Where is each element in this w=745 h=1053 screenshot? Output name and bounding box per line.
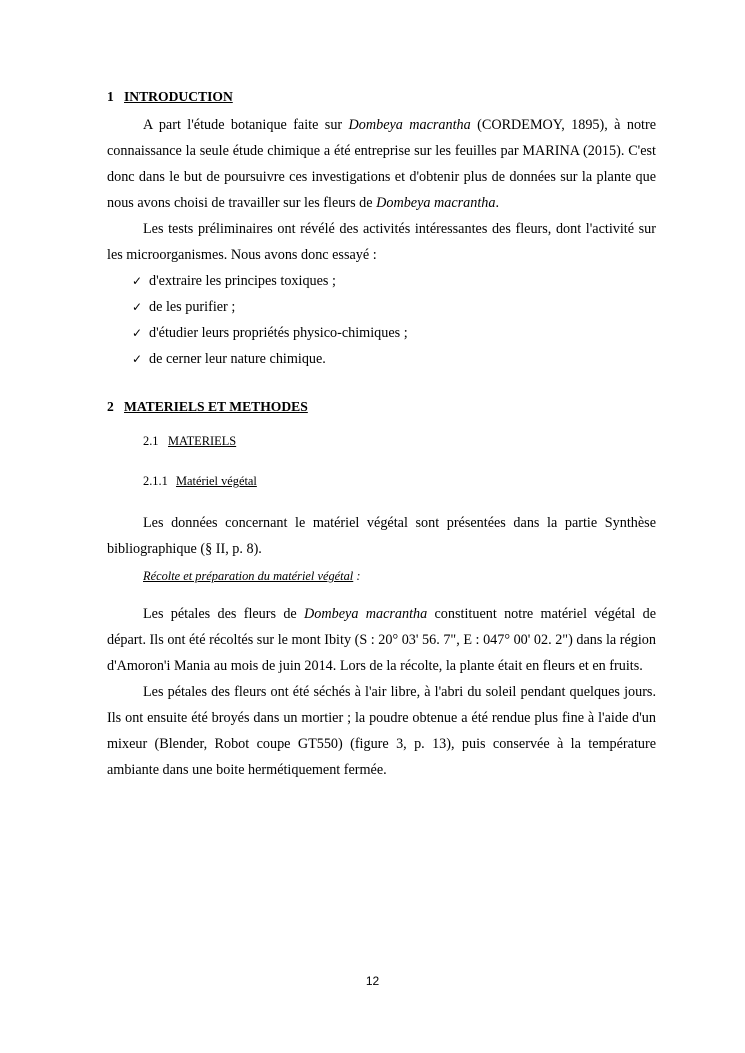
subsection-2-1-1-heading: [143, 469, 656, 493]
section-1-title: INTRODUCTION: [124, 89, 233, 104]
intro-p1-text-c: .: [495, 195, 500, 211]
intro-paragraph-2: Les tests préliminaires ont révélé des activités intéressantes des fleurs, dont l'activité sur les microorganismes. Nous avons donc essayé :: [107, 221, 656, 263]
checklist-item: [132, 294, 656, 320]
subsection-2-1-1-number: 2.1.1: [143, 474, 168, 488]
section-1-heading: [107, 86, 656, 108]
materiel-p2-species: Dombeya macrantha: [304, 606, 428, 622]
section-2-title: MATERIELS ET METHODES: [124, 399, 308, 414]
checklist-item-text: d'étudier leurs propriétés physico-chimiques ;: [149, 325, 408, 341]
intro-paragraph-1: [107, 112, 656, 216]
section-1-number: 1: [107, 89, 114, 104]
checklist-item: [132, 268, 656, 294]
subsection-2-1-heading: [143, 429, 656, 453]
intro-p1-text-a: A part l'étude botanique faite sur: [143, 117, 349, 133]
checkmark-icon: ✓: [132, 274, 143, 288]
page-number: 12: [365, 974, 380, 988]
checklist-item: [132, 346, 656, 372]
subsection-2-1-number: 2.1: [143, 434, 159, 448]
checklist-item-text: de cerner leur nature chimique.: [149, 351, 326, 367]
checkmark-icon: ✓: [132, 326, 143, 340]
page-content: [107, 86, 656, 783]
recolte-heading: [143, 564, 656, 588]
subsection-2-1-title: MATERIELS: [168, 434, 237, 448]
section-2-heading: [107, 396, 656, 418]
recolte-title: Récolte et préparation du matériel végétal: [143, 569, 354, 583]
materiel-paragraph-2: [107, 601, 656, 679]
subsection-2-1-1-title: Matériel végétal: [176, 474, 257, 488]
checklist-item-text: de les purifier ;: [149, 299, 236, 315]
checklist-item: [132, 320, 656, 346]
intro-p1-text-b: (CORDEMOY, 1895), à notre connaissance la seule étude chimique a été entreprise sur les feuilles par MARINA (2015). C'est donc dans le but de poursuivre ces investigations et d'obtenir plus de données sur la plante que nous avons choisi de travailler sur les fleurs de: [107, 117, 656, 211]
checkmark-icon: ✓: [132, 352, 143, 366]
section-2-number: 2: [107, 399, 114, 414]
objectives-checklist: [107, 268, 656, 372]
recolte-suffix: :: [353, 569, 361, 583]
intro-p1-species-2: Dombeya macrantha: [376, 195, 496, 211]
checkmark-icon: ✓: [132, 300, 143, 314]
materiel-p2-text-b: constituent notre matériel végétal de départ. Ils ont été récoltés sur le mont Ibity (S : 20° 03' 56. 7", E : 047° 00' 02. 2") dans la région d'Amoron'i Mania au mois de juin 2014. Lors de la récolte, la plante était en fleurs et en fruits.: [107, 606, 656, 674]
intro-p1-species-1: Dombeya macrantha: [348, 117, 471, 133]
materiel-paragraph-3: Les pétales des fleurs ont été séchés à l'air libre, à l'abri du soleil pendant quelques jours. Ils ont ensuite été broyés dans un mortier ; la poudre obtenue a été rendue plus fine à l'aide d'un mixeur (Blender, Robot coupe GT550) (figure 3, p. 13), puis conservée à la température ambiante dans une boite hermétiquement fermée.: [107, 684, 656, 778]
checklist-item-text: d'extraire les principes toxiques ;: [149, 273, 336, 289]
materiel-p2-text-a: Les pétales des fleurs de: [143, 606, 305, 622]
materiel-paragraph-1: Les données concernant le matériel végétal sont présentées dans la partie Synthèse bibliographique (§ II, p. 8).: [107, 515, 656, 557]
